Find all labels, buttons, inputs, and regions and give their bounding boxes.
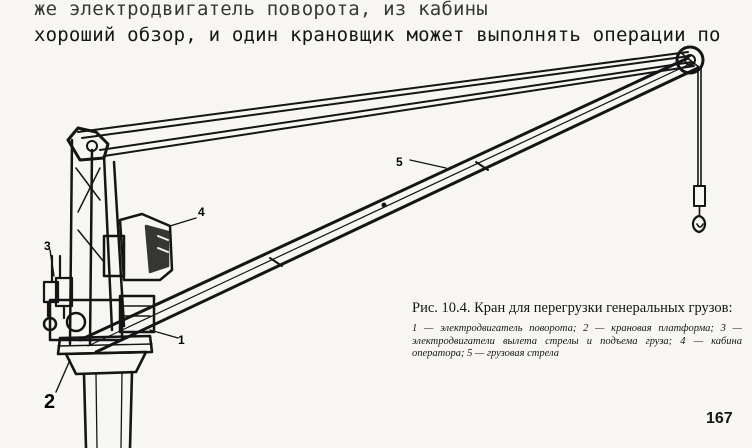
caption-legend: 1 — электродвигатель поворота; 2 — крановая платформа; 3 — электродвигатели вылета стрелы и подъема груза; 4 — кабина оператора; 5 — грузовая стрела: [412, 323, 742, 359]
figure-caption: [412, 300, 742, 361]
page-number: 167: [706, 410, 733, 427]
operator-cabin: [104, 214, 172, 280]
caption-title: Рис. 10.4. Кран для перегрузки генеральных грузов:: [412, 300, 733, 316]
crane-platform: [58, 336, 152, 448]
hoist-motors: [44, 256, 72, 318]
callout-5: 5: [396, 155, 403, 169]
callout-3: 3: [44, 239, 51, 253]
hoist-hook: [693, 66, 705, 232]
callout-2: 2: [44, 391, 56, 413]
callout-4: 4: [198, 205, 205, 219]
stay-cables: [78, 52, 694, 156]
top-text-line-2: хороший обзор, и один крановщик может выполнять операции по: [34, 24, 721, 46]
callout-1: 1: [178, 333, 185, 347]
top-text-line-1: же электродвигатель поворота, из кабины: [34, 0, 488, 20]
